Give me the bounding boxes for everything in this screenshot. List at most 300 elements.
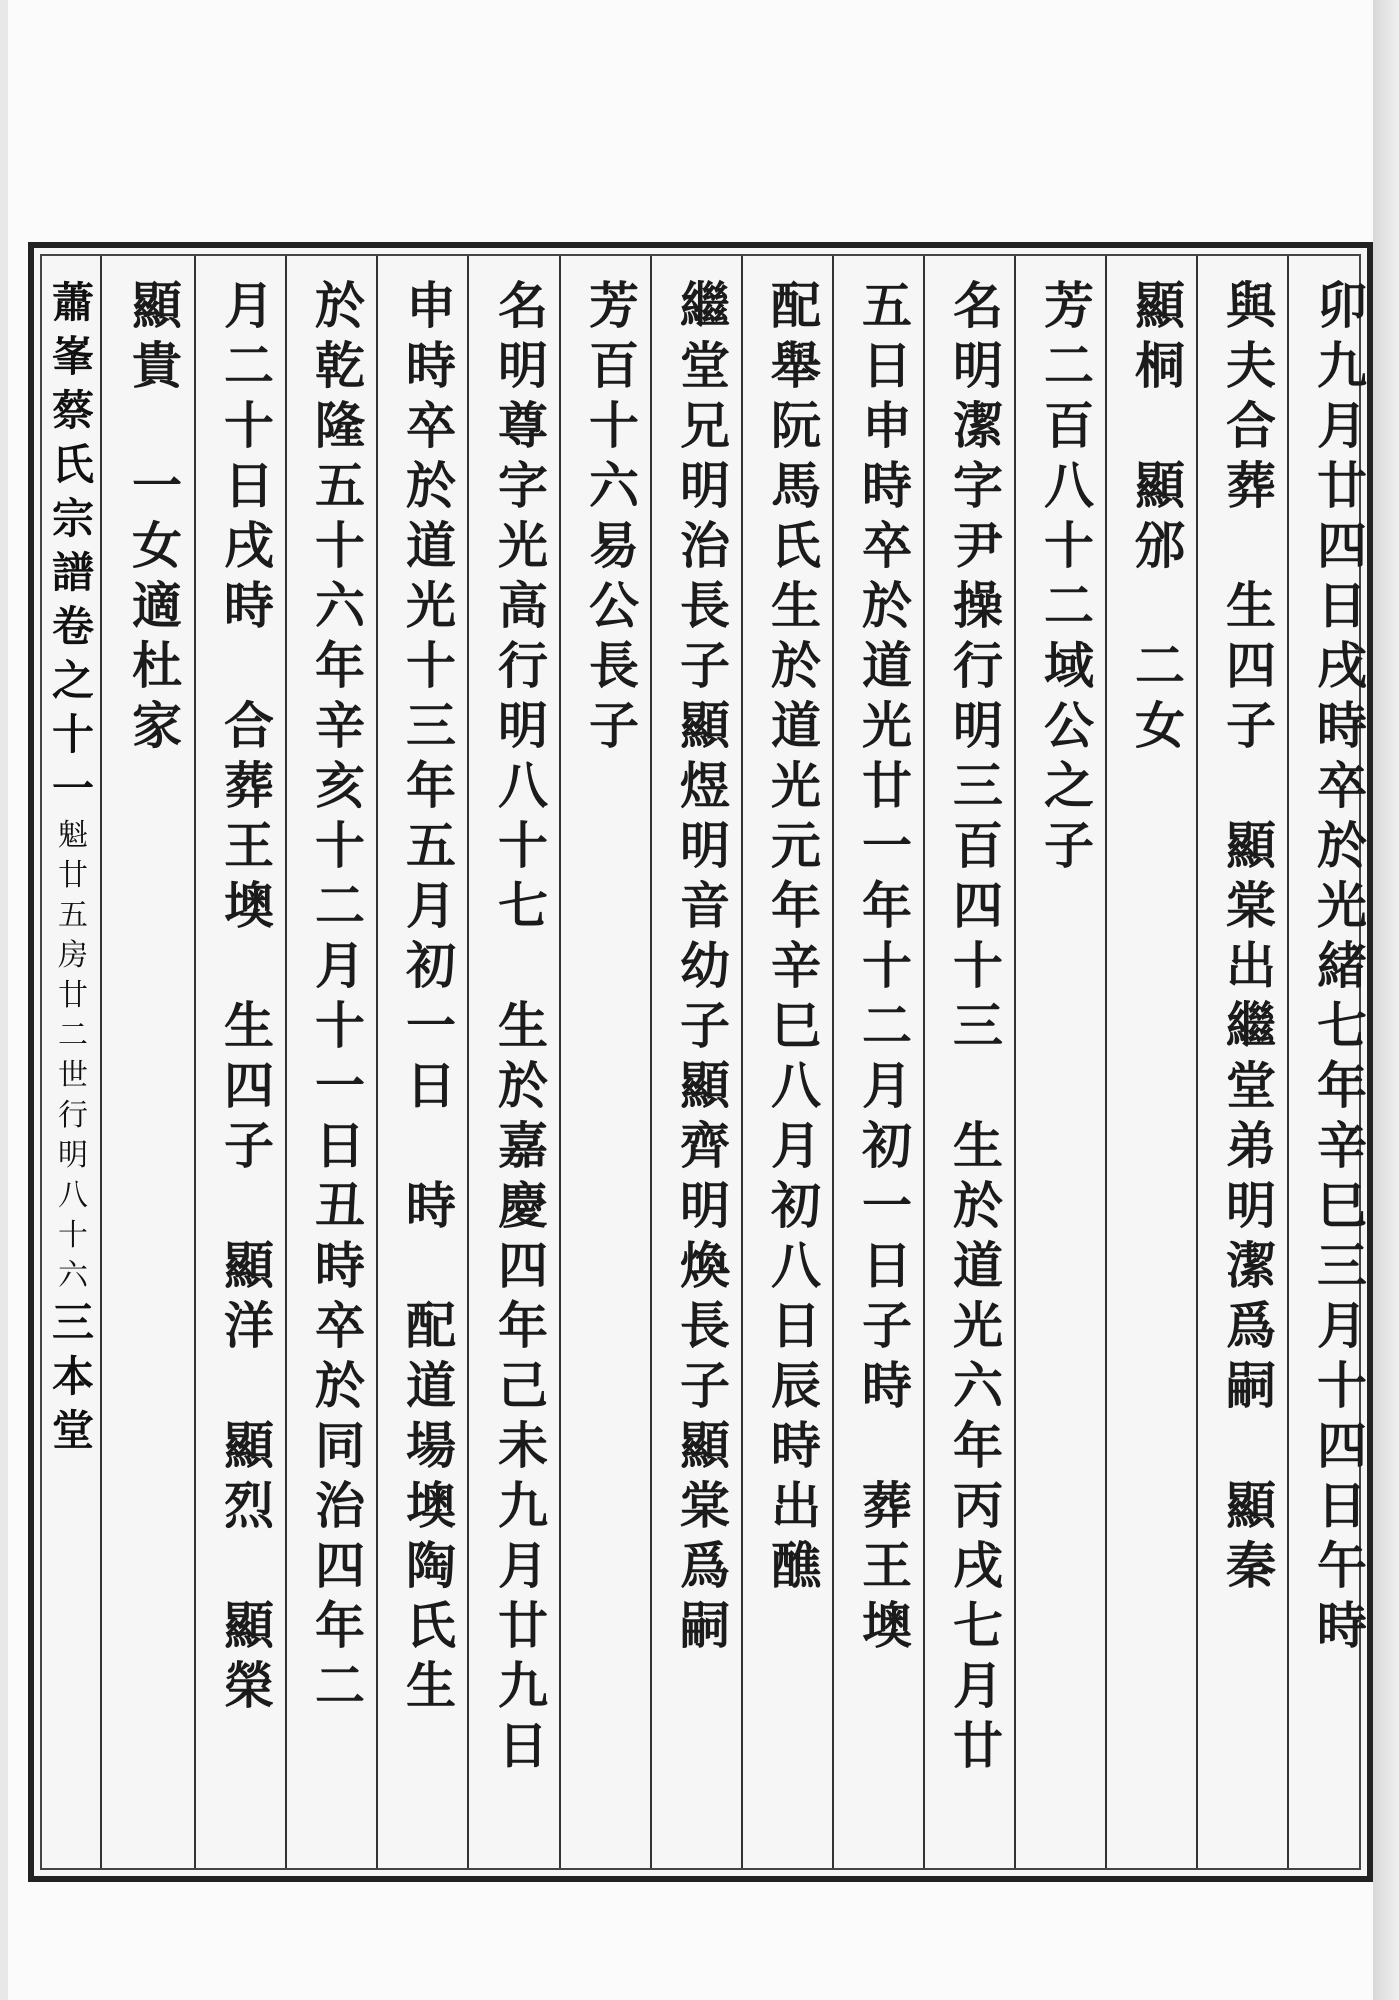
glyph: 巳 xyxy=(771,996,821,1055)
glyph: 日 xyxy=(224,456,274,515)
glyph: 秦 xyxy=(1226,1536,1276,1595)
glyph: 字 xyxy=(953,456,1003,515)
glyph: 六 xyxy=(953,1356,1003,1415)
margin-glyph: 行 xyxy=(58,1098,88,1133)
glyph: 於 xyxy=(315,276,365,335)
column-rule xyxy=(376,256,378,1868)
glyph: 適 xyxy=(132,576,182,635)
glyph: 行 xyxy=(498,636,548,695)
glyph: 年 xyxy=(315,636,365,695)
column-rule xyxy=(194,256,196,1868)
margin-column xyxy=(48,276,98,1458)
glyph: 八 xyxy=(1044,456,1094,515)
glyph: 陶 xyxy=(406,1536,456,1595)
glyph: 初 xyxy=(771,1176,821,1235)
glyph: 日 xyxy=(771,1296,821,1355)
column-rule xyxy=(650,256,652,1868)
glyph: 八 xyxy=(771,1056,821,1115)
glyph: 年 xyxy=(862,876,912,935)
glyph: 年 xyxy=(406,756,456,815)
text-column xyxy=(214,276,284,1716)
glyph: 五 xyxy=(862,276,912,335)
glyph: 尊 xyxy=(498,396,548,455)
glyph: 慶 xyxy=(498,1176,548,1235)
glyph: 百 xyxy=(953,816,1003,875)
glyph: 二 xyxy=(224,336,274,395)
glyph: 四 xyxy=(953,876,1003,935)
glyph: 名 xyxy=(953,276,1003,335)
glyph: 生 xyxy=(498,996,548,1055)
margin-glyph: 卷 xyxy=(51,602,94,651)
glyph: 戌 xyxy=(1317,636,1367,695)
glyph: 兄 xyxy=(680,396,730,455)
glyph: 洋 xyxy=(224,1296,274,1355)
glyph: 十 xyxy=(406,636,456,695)
glyph: 卒 xyxy=(862,516,912,575)
glyph: 之 xyxy=(1044,756,1094,815)
glyph: 六 xyxy=(589,456,639,515)
glyph: 一 xyxy=(406,996,456,1055)
glyph: 十 xyxy=(315,516,365,575)
glyph: 年 xyxy=(315,1596,365,1655)
glyph: 操 xyxy=(953,576,1003,635)
glyph: 繼 xyxy=(1226,996,1276,1055)
glyph: 顯 xyxy=(1135,456,1185,515)
glyph: 尹 xyxy=(953,516,1003,575)
column-rule xyxy=(100,256,102,1868)
glyph: 亥 xyxy=(315,756,365,815)
glyph: 芳 xyxy=(589,276,639,335)
margin-glyph: 五 xyxy=(58,898,88,933)
margin-glyph: 房 xyxy=(58,938,88,973)
glyph: 四 xyxy=(1317,1416,1367,1475)
column-rule xyxy=(832,256,834,1868)
glyph: 長 xyxy=(680,576,730,635)
glyph: 配 xyxy=(406,1296,456,1355)
print-frame-inner xyxy=(40,254,1367,1870)
glyph: 二 xyxy=(1044,336,1094,395)
glyph: 丑 xyxy=(315,1176,365,1235)
glyph: 葬 xyxy=(1226,456,1276,515)
margin-glyph: 十 xyxy=(58,1218,88,1253)
column-rule xyxy=(1014,256,1016,1868)
glyph: 堂 xyxy=(680,336,730,395)
glyph: 光 xyxy=(953,1296,1003,1355)
glyph: 二 xyxy=(315,876,365,935)
glyph: 顯 xyxy=(680,696,730,755)
text-column xyxy=(943,276,1013,1776)
glyph: 九 xyxy=(498,1476,548,1535)
glyph: 廿 xyxy=(862,756,912,815)
glyph: 顯 xyxy=(224,1596,274,1655)
glyph: 明 xyxy=(953,696,1003,755)
margin-page-number xyxy=(58,1176,88,1296)
glyph: 煥 xyxy=(680,1236,730,1295)
glyph: 乾 xyxy=(315,336,365,395)
glyph: 四 xyxy=(1226,636,1276,695)
glyph: 弟 xyxy=(1226,1116,1276,1175)
margin-glyph: 廿 xyxy=(58,978,88,1013)
glyph: 高 xyxy=(498,576,548,635)
glyph: 顯 xyxy=(1226,816,1276,875)
text-column xyxy=(761,276,831,1596)
glyph: 十 xyxy=(589,396,639,455)
glyph: 二 xyxy=(1135,636,1185,695)
margin-glyph: 堂 xyxy=(51,1406,94,1455)
glyph: 醮 xyxy=(771,1536,821,1595)
glyph: 月 xyxy=(224,276,274,335)
glyph: 九 xyxy=(498,1656,548,1715)
glyph: 顯 xyxy=(680,1416,730,1475)
glyph: 隆 xyxy=(315,396,365,455)
margin-glyph: 明 xyxy=(58,1138,88,1173)
glyph: 於 xyxy=(862,576,912,635)
glyph: 邠 xyxy=(1135,516,1185,575)
glyph: 阮 xyxy=(771,396,821,455)
glyph: 月 xyxy=(498,1536,548,1595)
glyph: 六 xyxy=(315,576,365,635)
glyph: 公 xyxy=(1044,696,1094,755)
glyph: 於 xyxy=(406,456,456,515)
glyph: 音 xyxy=(680,876,730,935)
glyph: 爲 xyxy=(680,1536,730,1595)
glyph: 戌 xyxy=(953,1536,1003,1595)
glyph: 繼 xyxy=(680,276,730,335)
glyph: 日 xyxy=(315,1116,365,1175)
text-column xyxy=(670,276,740,1656)
glyph: 女 xyxy=(1135,696,1185,755)
glyph: 三 xyxy=(1317,1236,1367,1295)
glyph: 十 xyxy=(953,936,1003,995)
glyph: 辛 xyxy=(1317,1116,1367,1175)
glyph: 廿 xyxy=(498,1596,548,1655)
glyph: 王 xyxy=(862,1536,912,1595)
glyph: 光 xyxy=(862,696,912,755)
margin-publisher xyxy=(52,1296,94,1458)
glyph: 月 xyxy=(1317,396,1367,455)
glyph: 一 xyxy=(862,1176,912,1235)
column-rule xyxy=(741,256,743,1868)
glyph: 道 xyxy=(953,1236,1003,1295)
glyph: 道 xyxy=(862,636,912,695)
margin-glyph: 宗 xyxy=(51,494,94,543)
margin-glyph: 蔡 xyxy=(51,386,94,435)
glyph: 七 xyxy=(953,1596,1003,1655)
glyph: 卒 xyxy=(406,396,456,455)
glyph: 十 xyxy=(1317,1356,1367,1415)
glyph: 於 xyxy=(498,1056,548,1115)
glyph: 顯 xyxy=(680,1056,730,1115)
glyph: 舉 xyxy=(771,336,821,395)
glyph: 時 xyxy=(315,1236,365,1295)
glyph: 明 xyxy=(680,1176,730,1235)
glyph: 月 xyxy=(406,876,456,935)
glyph: 初 xyxy=(862,1116,912,1175)
glyph: 墺 xyxy=(224,876,274,935)
column-rule xyxy=(467,256,469,1868)
glyph: 年 xyxy=(953,1416,1003,1475)
glyph: 時 xyxy=(862,1356,912,1415)
glyph: 氏 xyxy=(771,516,821,575)
glyph: 日 xyxy=(862,336,912,395)
glyph: 場 xyxy=(406,1416,456,1475)
glyph: 五 xyxy=(315,456,365,515)
glyph: 子 xyxy=(680,996,730,1055)
glyph: 申 xyxy=(862,396,912,455)
text-column xyxy=(1125,276,1195,756)
glyph: 三 xyxy=(953,756,1003,815)
glyph: 明 xyxy=(680,816,730,875)
glyph: 明 xyxy=(1226,1176,1276,1235)
glyph: 申 xyxy=(406,276,456,335)
glyph: 一 xyxy=(862,816,912,875)
text-column xyxy=(579,276,649,756)
glyph: 戌 xyxy=(224,516,274,575)
glyph: 潔 xyxy=(953,396,1003,455)
glyph: 家 xyxy=(132,696,182,755)
glyph: 公 xyxy=(589,576,639,635)
glyph: 名 xyxy=(498,276,548,335)
glyph: 氏 xyxy=(406,1596,456,1655)
glyph: 巳 xyxy=(1317,1176,1367,1235)
glyph: 桐 xyxy=(1135,336,1185,395)
glyph: 未 xyxy=(498,1416,548,1475)
glyph: 芳 xyxy=(1044,276,1094,335)
glyph: 幼 xyxy=(680,936,730,995)
margin-glyph: 三 xyxy=(51,1298,94,1347)
glyph: 貴 xyxy=(132,336,182,395)
glyph: 初 xyxy=(406,936,456,995)
glyph: 易 xyxy=(589,516,639,575)
glyph: 午 xyxy=(1317,1536,1367,1595)
glyph: 子 xyxy=(589,696,639,755)
glyph: 與 xyxy=(1226,276,1276,335)
glyph: 字 xyxy=(498,456,548,515)
glyph: 七 xyxy=(1317,996,1367,1055)
glyph: 女 xyxy=(132,516,182,575)
glyph: 道 xyxy=(771,696,821,755)
glyph: 生 xyxy=(406,1656,456,1715)
column-rule xyxy=(1287,256,1289,1868)
glyph: 治 xyxy=(315,1476,365,1535)
glyph: 月 xyxy=(953,1656,1003,1715)
text-column xyxy=(1034,276,1104,876)
glyph: 子 xyxy=(224,1116,274,1175)
glyph: 行 xyxy=(953,636,1003,695)
glyph: 十 xyxy=(315,816,365,875)
glyph: 王 xyxy=(224,816,274,875)
glyph: 子 xyxy=(680,1356,730,1415)
glyph: 子 xyxy=(1044,816,1094,875)
column-rule xyxy=(1105,256,1107,1868)
glyph: 光 xyxy=(1317,876,1367,935)
glyph: 百 xyxy=(589,336,639,395)
column-rule xyxy=(285,256,287,1868)
glyph: 明 xyxy=(498,336,548,395)
glyph: 道 xyxy=(406,1356,456,1415)
glyph: 九 xyxy=(1317,336,1367,395)
glyph: 子 xyxy=(862,1296,912,1355)
glyph: 同 xyxy=(315,1416,365,1475)
print-frame xyxy=(28,242,1373,1882)
glyph: 年 xyxy=(771,876,821,935)
glyph: 墺 xyxy=(406,1476,456,1535)
column-rule xyxy=(1196,256,1198,1868)
glyph: 丙 xyxy=(953,1476,1003,1535)
text-column xyxy=(396,276,466,1716)
glyph: 時 xyxy=(406,1176,456,1235)
glyph: 日 xyxy=(862,1236,912,1295)
margin-glyph: 十 xyxy=(51,710,94,759)
glyph: 域 xyxy=(1044,636,1094,695)
glyph: 生 xyxy=(771,576,821,635)
glyph: 廿 xyxy=(953,1716,1003,1775)
glyph: 二 xyxy=(315,1656,365,1715)
glyph: 顯 xyxy=(224,1416,274,1475)
glyph: 顯 xyxy=(1226,1476,1276,1535)
glyph: 杜 xyxy=(132,636,182,695)
glyph: 四 xyxy=(498,1236,548,1295)
text-column xyxy=(122,276,192,756)
glyph: 葬 xyxy=(862,1476,912,1535)
glyph: 長 xyxy=(589,636,639,695)
glyph: 辛 xyxy=(315,696,365,755)
margin-branch xyxy=(58,816,88,1176)
glyph: 一 xyxy=(132,456,182,515)
glyph: 卯 xyxy=(1317,276,1367,335)
glyph: 十 xyxy=(315,996,365,1055)
glyph: 生 xyxy=(224,996,274,1055)
text-column xyxy=(305,276,375,1716)
margin-title xyxy=(52,276,94,600)
glyph: 明 xyxy=(953,336,1003,395)
glyph: 葬 xyxy=(224,756,274,815)
glyph: 時 xyxy=(1317,696,1367,755)
glyph: 烈 xyxy=(224,1476,274,1535)
glyph: 明 xyxy=(498,696,548,755)
glyph: 顯 xyxy=(1135,276,1185,335)
glyph: 四 xyxy=(1317,516,1367,575)
glyph: 十 xyxy=(862,936,912,995)
glyph: 年 xyxy=(1317,1056,1367,1115)
glyph: 夫 xyxy=(1226,336,1276,395)
glyph: 配 xyxy=(771,276,821,335)
glyph: 四 xyxy=(315,1536,365,1595)
text-column xyxy=(1307,276,1377,1656)
glyph: 日 xyxy=(1317,1476,1367,1535)
margin-glyph: 本 xyxy=(51,1352,94,1401)
glyph: 元 xyxy=(771,816,821,875)
glyph: 緒 xyxy=(1317,936,1367,995)
glyph: 於 xyxy=(1317,816,1367,875)
glyph: 廿 xyxy=(1317,456,1367,515)
glyph: 合 xyxy=(1226,396,1276,455)
glyph: 生 xyxy=(1226,576,1276,635)
glyph: 光 xyxy=(771,756,821,815)
glyph: 棠 xyxy=(1226,876,1276,935)
glyph: 出 xyxy=(1226,936,1276,995)
glyph: 顯 xyxy=(132,276,182,335)
margin-glyph: 世 xyxy=(58,1058,88,1093)
glyph: 時 xyxy=(1317,1596,1367,1655)
glyph: 時 xyxy=(406,336,456,395)
glyph: 四 xyxy=(224,1056,274,1115)
glyph: 子 xyxy=(680,636,730,695)
glyph: 二 xyxy=(1044,576,1094,635)
glyph: 日 xyxy=(406,1056,456,1115)
margin-glyph: 魁 xyxy=(58,818,88,853)
glyph: 治 xyxy=(680,516,730,575)
glyph: 百 xyxy=(1044,396,1094,455)
glyph: 煜 xyxy=(680,756,730,815)
glyph: 於 xyxy=(953,1176,1003,1235)
margin-glyph: 氏 xyxy=(51,440,94,489)
glyph: 榮 xyxy=(224,1656,274,1715)
margin-volume xyxy=(52,600,94,816)
glyph: 日 xyxy=(1317,576,1367,635)
glyph: 潔 xyxy=(1226,1236,1276,1295)
glyph: 卒 xyxy=(1317,756,1367,815)
glyph: 卒 xyxy=(315,1296,365,1355)
glyph: 棠 xyxy=(680,1476,730,1535)
text-column xyxy=(852,276,922,1656)
glyph: 明 xyxy=(680,456,730,515)
glyph: 七 xyxy=(498,876,548,935)
glyph: 爲 xyxy=(1226,1296,1276,1355)
margin-glyph: 八 xyxy=(58,1178,88,1213)
glyph: 出 xyxy=(771,1476,821,1535)
glyph: 嗣 xyxy=(680,1596,730,1655)
glyph: 日 xyxy=(498,1716,548,1775)
glyph: 於 xyxy=(315,1356,365,1415)
glyph: 墺 xyxy=(862,1596,912,1655)
glyph: 光 xyxy=(498,516,548,575)
glyph: 齊 xyxy=(680,1116,730,1175)
glyph: 馬 xyxy=(771,456,821,515)
glyph: 顯 xyxy=(224,1236,274,1295)
glyph: 道 xyxy=(406,516,456,575)
glyph: 月 xyxy=(862,1056,912,1115)
glyph: 十 xyxy=(224,396,274,455)
glyph: 堂 xyxy=(1226,1056,1276,1115)
glyph: 八 xyxy=(771,1236,821,1295)
glyph: 光 xyxy=(406,576,456,635)
glyph: 年 xyxy=(498,1296,548,1355)
glyph: 五 xyxy=(406,816,456,875)
column-rule xyxy=(923,256,925,1868)
glyph: 十 xyxy=(1044,516,1094,575)
margin-glyph: 六 xyxy=(58,1258,88,1293)
margin-glyph: 一 xyxy=(51,764,94,813)
glyph: 合 xyxy=(224,696,274,755)
margin-glyph: 廿 xyxy=(58,858,88,893)
glyph: 月 xyxy=(1317,1296,1367,1355)
glyph: 八 xyxy=(498,756,548,815)
glyph: 己 xyxy=(498,1356,548,1415)
glyph: 生 xyxy=(953,1116,1003,1175)
glyph: 十 xyxy=(498,816,548,875)
glyph: 嘉 xyxy=(498,1116,548,1175)
glyph: 三 xyxy=(953,996,1003,1055)
margin-glyph: 之 xyxy=(51,656,94,705)
margin-glyph: 蕭 xyxy=(51,278,94,327)
page-left-edge xyxy=(0,0,8,2000)
glyph: 嗣 xyxy=(1226,1356,1276,1415)
glyph: 二 xyxy=(862,996,912,1055)
text-column xyxy=(488,276,558,1776)
glyph: 月 xyxy=(771,1116,821,1175)
glyph: 一 xyxy=(315,1056,365,1115)
